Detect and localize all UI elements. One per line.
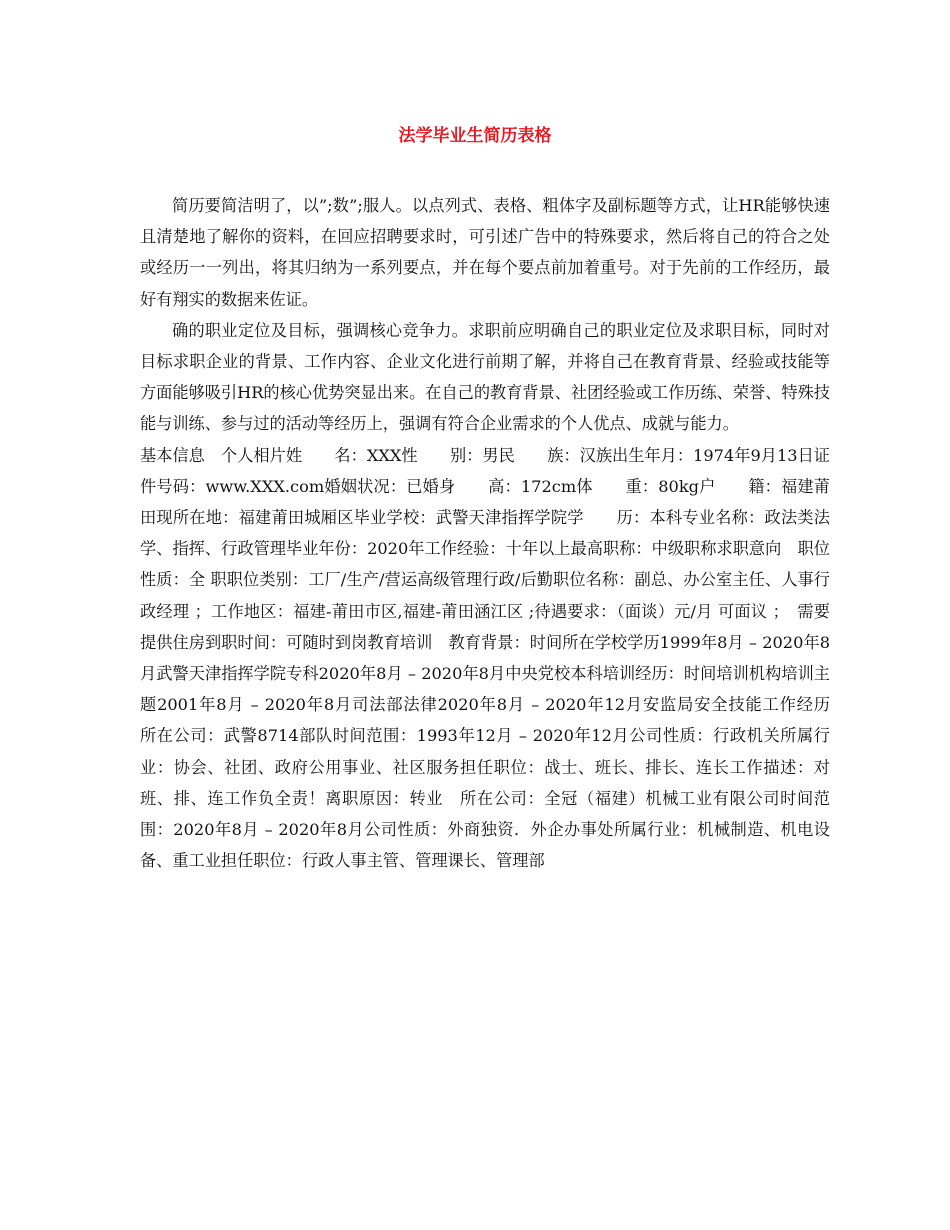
paragraph-resume-tips: 简历要简洁明了，以”;数”;服人。以点列式、表格、粗体字及副标题等方式，让HR能够快速且清楚地了解你的资料，在回应招聘要求时，可引述广告中的特殊要求，然后将自己的符合之处或经历一一列出，将其归纳为一系列要点，并在每个要点前加着重号。对于先前的工作经历，最好有翔实的数据来佐证。: [140, 196, 830, 309]
paragraph-resume-details: 基本信息 个人相片姓 名：XXX性 别：男民 族：汉族出生年月：1974年9月13日证件号码：www.XXX.com婚姻状况：已婚身 高：172cm体 重：80kg户 籍：福建莆田现所在地：福建莆田城厢区毕业学校：武警天津指挥学院学 历：本科专业名称：政法类法学、指挥、行政管理毕业年份：2020年工作经验：十年以上最高职称：中级职称求职意向 职位性质：全 职职位类别：工厂/生产/营运高级管理行政/后勤职位名称：副总、办公室主任、人事行政经理 ；工作地区：福建-莆田市区,福建-莆田涵江区 ;待遇要求：（面谈）元/月 可面议 ； 需要提供住房到职时间：可随时到岗教育培训 教育背景：时间所在学校学历1999年8月 – 2020年8月武警天津指挥学院专科2020年8月 – 2020年8月中央党校本科培训经历：时间培训机构培训主题2001年8月 – 2020年8月司法部法律2020年8月 – 2020年12月安监局安全技能工作经历 所在公司：武警8714部队时间范围：1993年12月 – 2020年12月公司性质：行政机关所属行业：协会、社团、政府公用事业、社区服务担任职位：战士、班长、排长、连长工作描述：对班、排、连工作负全责！离职原因：转业 所在公司：全冠（福建）机械工业有限公司时间范围：2020年8月 – 2020年8月公司性质：外商独资．外企办事处所属行业：机械制造、机电设备、重工业担任职位：行政人事主管、管理课长、管理部: [140, 445, 863, 871]
document-title: 法学毕业生简历表格: [398, 126, 552, 146]
paragraph-career-goal: 确的职业定位及目标，强调核心竞争力。求职前应明确自己的职业定位及求职目标，同时对目标求职企业的背景、工作内容、企业文化进行前期了解，并将自己在教育背景、经验或技能等方面能够吸引HR的核心优势突显出来。在自己的教育背景、社团经验或工作历练、荣誉、特殊技能与训练、参与过的活动等经历上，强调有符合企业需求的个人优点、成就与能力。: [140, 320, 830, 434]
document-body: [140, 190, 863, 876]
